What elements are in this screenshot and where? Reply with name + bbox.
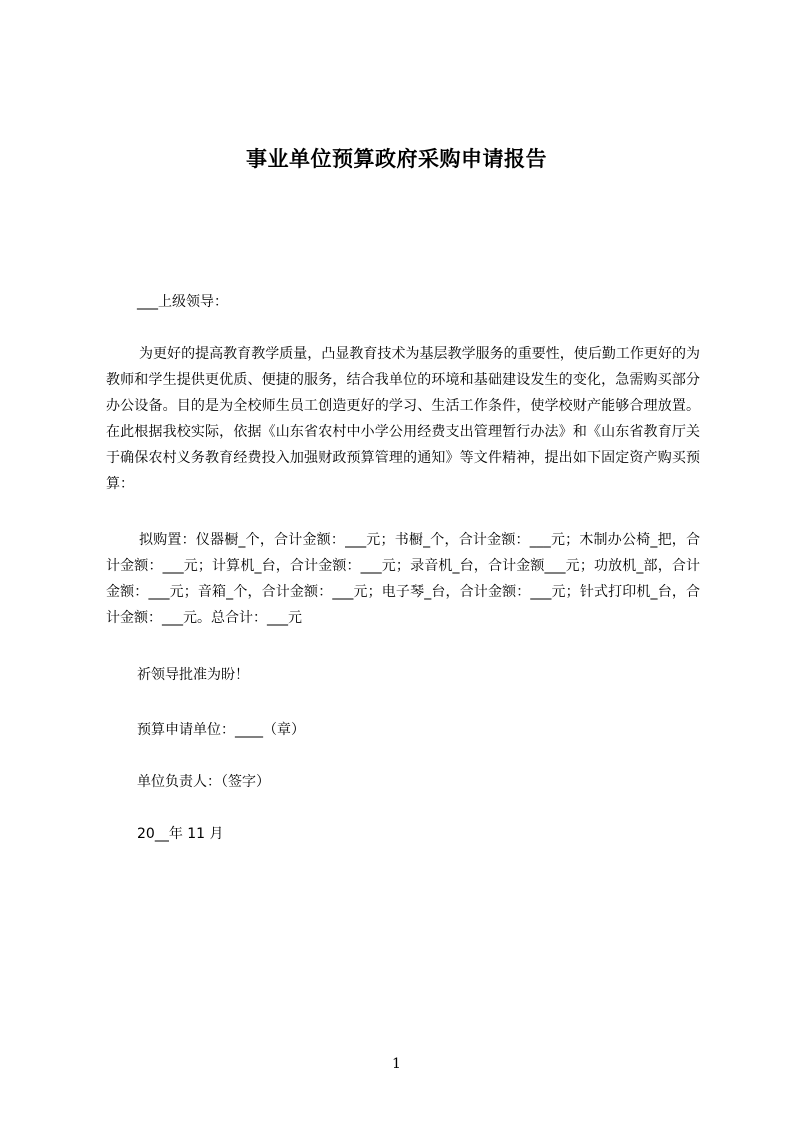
date-line: 20__年 11 月 — [137, 826, 224, 842]
body-paragraph-1: 为更好的提高教育教学质量，凸显教育技术为基层教学服务的重要性，使后勤工作更好的为教师和学生提供更优质、便捷的服务，结合我单位的环境和基础建设发生的变化，急需购买部分办公设备。目的是为全校师生员工创造更好的学习、生活工作条件，使学校财产能够合理放置。在此根据我校实际，依据《山东省农村中小学公用经费支出管理暂行办法》和《山东省教育厅关于确保农村义务教育经费投入加强财政预算管理的通知》等文件精神，提出如下固定资产购买预算： — [106, 346, 700, 492]
body-paragraph-purchase-list: 拟购置：仪器橱_个，合计金额：___元；书橱_个，合计金额：___元；木制办公椅_把，合计金额：___元；计算机_台，合计金额：___元；录音机_台，合计金额___元；功放机_部，合计金额：___元；音箱_个，合计金额：___元；电子琴_台，合计金额：___元；针式打印机_台，合计金额：___元。总合计：___元 — [106, 532, 700, 626]
page-number: 1 — [392, 1056, 401, 1072]
salutation: ___上级领导： — [137, 294, 228, 310]
closing-line: 祈领导批准为盼！ — [137, 667, 249, 683]
responsible-person-line: 单位负责人：（签字） — [137, 774, 270, 790]
document-title: 事业单位预算政府采购申请报告 — [246, 147, 547, 171]
applicant-unit-line: 预算申请单位：____（章） — [137, 722, 305, 738]
